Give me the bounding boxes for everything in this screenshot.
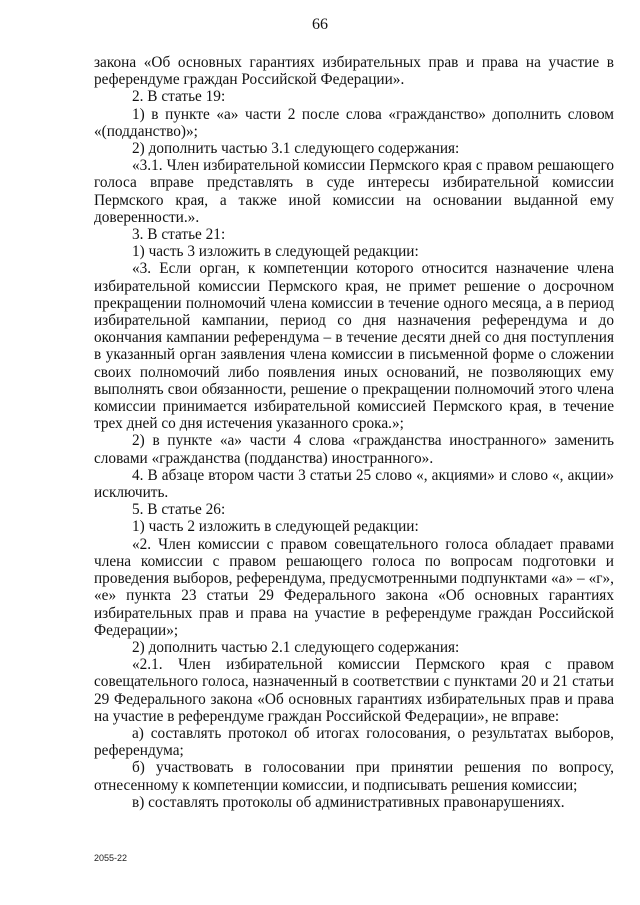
paragraph: 2) дополнить частью 3.1 следующего содержания:	[132, 140, 460, 158]
document-body	[94, 54, 614, 811]
paragraph: а) составлять протокол об итогах голосования, о результатах выборов, референдума;	[94, 724, 614, 760]
paragraph: 2) дополнить частью 2.1 следующего содержания:	[132, 638, 460, 656]
paragraph: 1) часть 2 изложить в следующей редакции:	[132, 518, 419, 536]
paragraph: закона «Об основных гарантиях избирательных прав и права на участие в референдуме граждан Российской Федерации».	[94, 54, 614, 89]
paragraph: 1) в пункте «а» части 2 после слова «гражданство» дополнить словом «(подданство)»;	[94, 105, 614, 140]
paragraph: «2. Член комиссии с правом совещательного голоса обладает правами члена комиссии с правом решающего голоса по вопросам подготовки и проведения выборов, референдума, предусмотренными подпунктами «а» – «г», «е» пункта 23 статьи 29 Федерального закона «Об основных гарантиях избирательных прав и права на участие в референдуме граждан Российской Федерации»;	[94, 535, 614, 639]
paragraph: 5. В статье 26:	[132, 501, 226, 519]
paragraph: в) составлять протоколы об административных правонарушениях.	[132, 793, 565, 811]
paragraph: 2. В статье 19:	[132, 88, 226, 106]
paragraph: «2.1. Член избирательной комиссии Пермского края с правом совещательного голоса, назначенный в соответствии с пунктами 20 и 21 статьи 29 Федерального закона «Об основных гарантиях избирательных прав и права на участие в референдуме граждан Российской Федерации», не вправе:	[94, 656, 614, 725]
paragraph: «3.1. Член избирательной комиссии Пермского края с правом решающего голоса вправе представлять в суде интересы избирательной комиссии Пермского края, а также иной комиссии на основании выданной ему доверенности.».	[94, 157, 614, 226]
paragraph: 3. В статье 21:	[132, 226, 226, 244]
paragraph: 1) часть 3 изложить в следующей редакции:	[132, 243, 419, 261]
page-number: 66	[312, 16, 328, 33]
paragraph: 2) в пункте «а» части 4 слова «гражданства иностранного» заменить словами «гражданства (подданства) иностранного».	[94, 432, 614, 467]
document-code: 2055-22	[94, 853, 128, 863]
paragraph: б) участвовать в голосовании при принятии решения по вопросу, отнесенному к компетенции комиссии, и подписывать решения комиссии;	[94, 759, 614, 794]
paragraph: «3. Если орган, к компетенции которого относится назначение члена избирательной комиссии Пермского края, не примет решение о досрочном прекращении полномочий члена комиссии в течение одного месяца, а в период избирательной кампании, период со дня назначения референдума и до окончания кампании референдума – в течение десяти дней со дня поступления в указанный орган заявления члена комиссии в письменной форме о сложении своих полномочий либо появления иных оснований, не позволяющих ему выполнять свои обязанности, решение о прекращении полномочий этого члена комиссии принимается избирательной комиссией Пермского края, в течение трех дней со дня истечения указанного срока.»;	[94, 260, 614, 433]
paragraph: 4. В абзаце втором части 3 статьи 25 слово «, акциями» и слово «, акции» исключить.	[94, 466, 614, 502]
